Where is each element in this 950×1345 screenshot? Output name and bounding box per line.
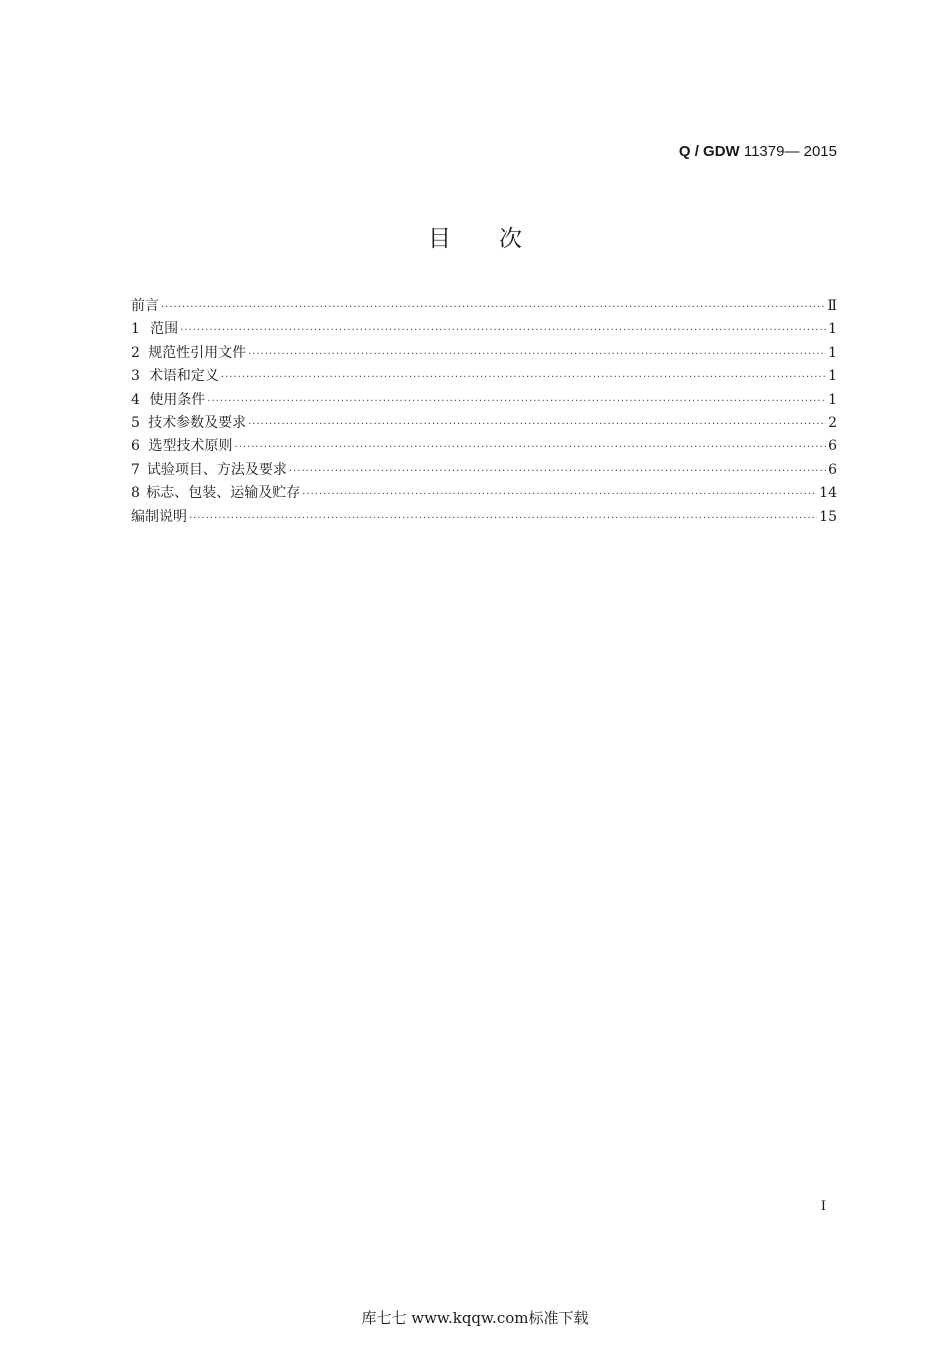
toc-entry-3[interactable] — [131, 365, 837, 388]
table-of-contents — [131, 295, 837, 529]
toc-entry-page: 1 — [828, 321, 837, 338]
toc-entry-text: 标志、包装、运输及贮存 — [146, 485, 301, 502]
toc-entry-number: 3 — [131, 368, 140, 385]
toc-entry-text: 选型技术原则 — [148, 438, 233, 455]
toc-leader — [235, 436, 827, 459]
toc-entry-6[interactable] — [131, 435, 837, 458]
toc-title: 目次 — [428, 226, 570, 252]
standard-prefix: Q / GDW — [678, 143, 740, 160]
toc-entry-4[interactable] — [131, 389, 837, 412]
toc-entry-8[interactable] — [131, 482, 837, 505]
toc-entry-text: 前言 — [131, 298, 159, 314]
standard-number: 11379— 2015 — [739, 143, 837, 160]
toc-leader — [289, 460, 826, 483]
toc-leader — [207, 390, 826, 413]
toc-entry-5[interactable] — [131, 412, 837, 435]
toc-leader — [248, 413, 826, 436]
toc-entry-page: 6 — [828, 461, 837, 478]
toc-entry-page: Ⅱ — [827, 298, 837, 314]
toc-entry-page: 15 — [819, 508, 837, 525]
toc-leader — [248, 343, 826, 366]
toc-entry-page: 2 — [828, 414, 837, 431]
toc-leader — [221, 366, 826, 389]
page-number: I — [820, 1199, 826, 1214]
toc-entry-compilation-notes[interactable] — [131, 506, 837, 529]
standard-code — [679, 143, 837, 160]
toc-entry-number: 4 — [131, 391, 140, 408]
toc-entry-7[interactable] — [131, 459, 837, 482]
toc-entry-page: 1 — [828, 344, 837, 361]
toc-entry-preface[interactable] — [131, 295, 837, 318]
toc-entry-number: 1 — [131, 321, 140, 338]
toc-entry-number: 2 — [131, 344, 140, 361]
toc-leader — [302, 483, 817, 506]
toc-leader — [161, 296, 825, 319]
toc-entry-text: 试验项目、方法及要求 — [146, 461, 287, 478]
toc-entry-text: 范围 — [150, 321, 179, 338]
toc-entry-page: 1 — [828, 391, 837, 408]
toc-entry-text: 编制说明 — [131, 508, 187, 525]
toc-entry-number: 7 — [131, 461, 140, 478]
toc-entry-text: 规范性引用文件 — [148, 344, 247, 361]
toc-entry-number: 6 — [131, 438, 140, 455]
toc-entry-2[interactable] — [131, 342, 837, 365]
toc-entry-1[interactable] — [131, 318, 837, 341]
toc-entry-page: 14 — [819, 485, 837, 502]
toc-entry-number: 5 — [131, 414, 140, 431]
toc-entry-page: 6 — [828, 438, 837, 455]
footer-watermark: 库七七 www.kqqw.com标准下载 — [361, 1309, 589, 1327]
toc-entry-text: 技术参数及要求 — [148, 414, 247, 431]
toc-entry-text: 术语和定义 — [148, 368, 219, 385]
toc-entry-number: 8 — [131, 485, 140, 502]
toc-leader — [189, 507, 817, 530]
toc-entry-text: 使用条件 — [149, 391, 206, 408]
toc-entry-page: 1 — [828, 368, 837, 385]
toc-leader — [180, 319, 826, 342]
